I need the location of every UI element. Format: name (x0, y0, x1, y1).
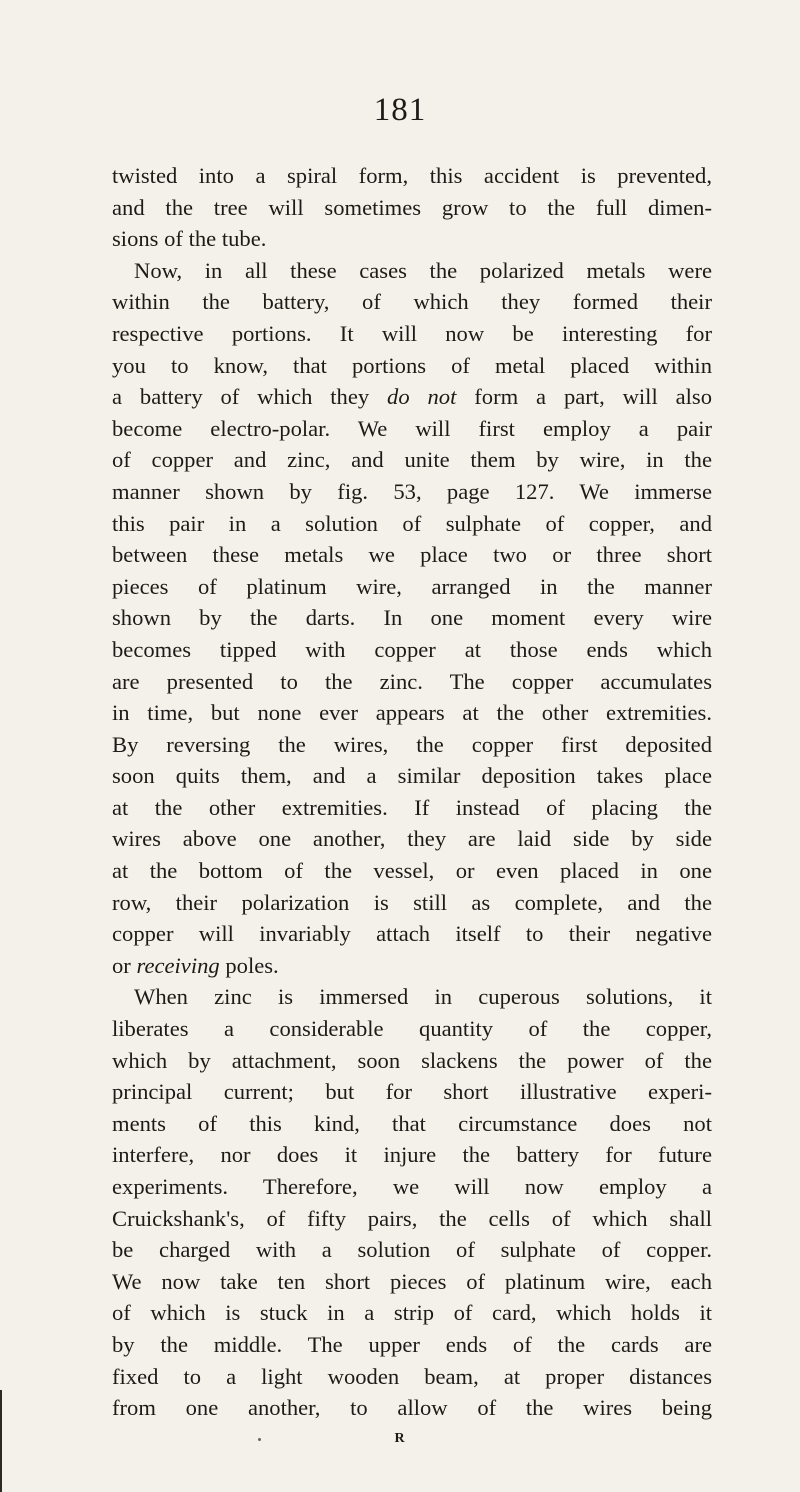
text-line: of copper and zinc, and unite them by wire, in the (112, 447, 712, 473)
text-line: experiments. Therefore, we will now employ a (112, 1174, 712, 1199)
text-line: By reversing the wires, the copper first deposited (112, 731, 712, 757)
signature-mark: R (394, 1431, 406, 1446)
text-line: in time, but none ever appears at the other extremities. (112, 700, 712, 726)
body-text (112, 160, 712, 1424)
text-segment: form a part, will also (474, 384, 712, 410)
text-line: Cruickshank's, of fifty pairs, the cells of which shall (112, 1205, 712, 1231)
paragraph-start-line: When zinc is immersed in cuperous solutions, it (134, 984, 712, 1010)
text-line: We now take ten short pieces of platinum wire, each (112, 1268, 712, 1294)
text-line: which by attachment, soon slackens the power of the (112, 1047, 712, 1073)
text-line: you to know, that portions of metal placed within (112, 352, 712, 378)
text-line: sions of the tube. (112, 226, 267, 252)
text-line: becomes tipped with copper at those ends which (112, 636, 712, 662)
emphasis-text: do not (387, 384, 457, 410)
text-line-with-emphasis (112, 950, 712, 982)
text-line: row, their polarization is still as complete, and the (112, 889, 712, 915)
text-line: respective portions. It will now be interesting for (112, 320, 712, 346)
text-line: become electro-polar. We will first employ a pair (112, 415, 712, 441)
page-edge-mark (0, 1390, 2, 1492)
text-line: and the tree will sometimes grow to the full dimen- (112, 194, 712, 220)
page-number: 181 (373, 92, 427, 128)
text-line: be charged with a solution of sulphate of copper. (112, 1237, 712, 1263)
text-line: this pair in a solution of sulphate of copper, and (112, 510, 712, 536)
text-line: pieces of platinum wire, arranged in the manner (112, 573, 712, 599)
text-line: of which is stuck in a strip of card, which holds it (112, 1300, 712, 1326)
text-line: are presented to the zinc. The copper accumulates (112, 668, 712, 694)
text-line: from one another, to allow of the wires being (112, 1395, 712, 1421)
text-line: within the battery, of which they formed their (112, 289, 712, 315)
text-line: soon quits them, and a similar deposition takes place (112, 763, 712, 789)
text-line: by the middle. The upper ends of the cards are (112, 1331, 712, 1357)
emphasis-text: receiving (136, 952, 220, 978)
text-segment: or (112, 952, 131, 978)
text-segment: a battery of which they (112, 384, 370, 410)
text-line: liberates a considerable quantity of the copper, (112, 1016, 712, 1042)
text-line: between these metals we place two or three short (112, 542, 712, 568)
text-line: principal current; but for short illustrative experi- (112, 1079, 712, 1105)
text-line-with-emphasis (112, 381, 712, 413)
text-line: at the other extremities. If instead of placing the (112, 794, 712, 820)
text-line: copper will invariably attach itself to their negative (112, 921, 712, 947)
text-segment: poles. (225, 952, 279, 978)
text-line: ments of this kind, that circumstance does not (112, 1110, 712, 1136)
text-line: twisted into a spiral form, this accident is prevented, (112, 163, 712, 188)
text-line: fixed to a light wooden beam, at proper distances (112, 1363, 712, 1389)
text-line: interfere, nor does it injure the battery for future (112, 1142, 712, 1168)
text-line: at the bottom of the vessel, or even placed in one (112, 858, 712, 884)
text-line: wires above one another, they are laid side by side (112, 826, 712, 852)
text-line: shown by the darts. In one moment every wire (112, 605, 712, 631)
paragraph-start-line: Now, in all these cases the polarized metals were (134, 257, 712, 283)
text-line: manner shown by fig. 53, page 127. We immerse (112, 478, 712, 504)
